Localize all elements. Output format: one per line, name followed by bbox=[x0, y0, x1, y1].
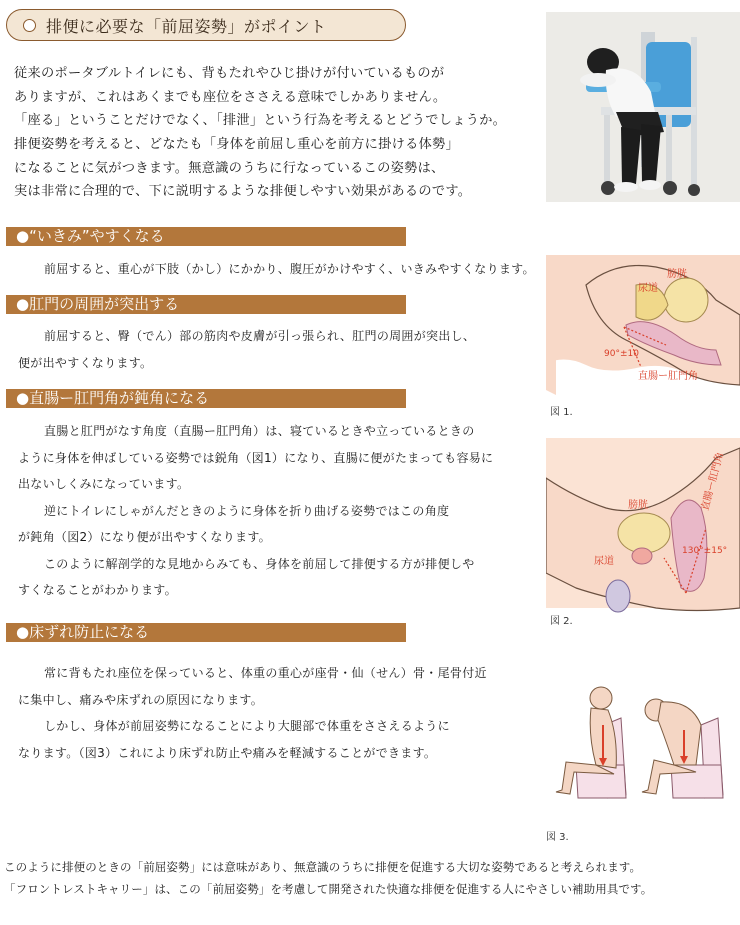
footer-line: このように排便のときの「前屈姿勢」には意味があり、無意識のうちに排便を促進する大切な姿勢であると考えられます。 bbox=[4, 860, 642, 874]
fig1-angle-label: 90°±10 bbox=[604, 349, 639, 359]
intro-line: 実は非常に合理的で、下に説明するような排便しやすい効果があるのです。 bbox=[14, 184, 472, 200]
figure-1 bbox=[546, 255, 740, 422]
section-title-pill bbox=[6, 9, 406, 41]
figure-caption: 図 3. bbox=[546, 832, 569, 843]
section-line: が鈍角（図2）になり便が出やすくなります。 bbox=[18, 530, 271, 544]
section-line: なります。（図3）これにより床ずれ防止や痛みを軽減することができます。 bbox=[18, 745, 437, 760]
section-heading: ●“いきみ”やすくなる bbox=[6, 227, 406, 246]
fig2-rectum-label: 直腸ー肛門角 bbox=[699, 451, 727, 512]
figure-3 bbox=[546, 680, 740, 843]
section-body bbox=[44, 256, 535, 283]
intro-line: になることに気がつきます。無意識のうちに行なっているこの姿勢は、 bbox=[14, 160, 445, 176]
fig1-urethra-label: 尿道 bbox=[638, 283, 658, 294]
intro-line: 「座る」ということだけでなく、「排泄」という行為を考えるとどうでしょうか。 bbox=[14, 113, 507, 129]
fig2-angle-label: 130°±15° bbox=[682, 546, 728, 556]
fig2-urethra-label: 尿道 bbox=[594, 556, 614, 567]
footer-text bbox=[4, 856, 652, 900]
fig1-rectum-label: 直腸ー肛門角 bbox=[638, 371, 698, 382]
intro-paragraph bbox=[14, 62, 506, 204]
fig2-bladder-label: 膀胱 bbox=[628, 500, 648, 511]
product-photo bbox=[546, 12, 740, 202]
section-heading: ●肛門の周囲が突出する bbox=[6, 295, 406, 314]
page-title: 排便に必要な「前屈姿勢」がポイント bbox=[46, 16, 327, 36]
section-line: 直腸と肛門がなす角度（直腸ー肛門角）は、寝ているときや立っているときの bbox=[44, 424, 475, 438]
section-body bbox=[18, 323, 475, 376]
section-body bbox=[18, 418, 493, 604]
section-line: 出ないしくみになっています。 bbox=[18, 477, 190, 491]
intro-line: 排便姿勢を考えると、どなたも「身体を前屈し重心を前方に掛ける体勢」 bbox=[14, 137, 460, 153]
section-line: に集中し、痛みや床ずれの原因になります。 bbox=[18, 692, 264, 707]
fig1-bladder-label: 膀胱 bbox=[667, 269, 687, 280]
section-body bbox=[18, 660, 487, 766]
bullet-circle-icon bbox=[23, 19, 36, 32]
section-line: 前屈すると、重心が下肢（かし）にかかり、腹圧がかけやすく、いきみやすくなります。 bbox=[44, 262, 535, 276]
intro-line: ありますが、これはあくまでも座位をささえる意味でしかありません。 bbox=[14, 89, 447, 105]
figure-2 bbox=[546, 438, 740, 627]
section-line: 便が出やすくなります。 bbox=[18, 355, 153, 370]
section-line: すくなることがわかります。 bbox=[18, 583, 177, 597]
section-line: 逆にトイレにしゃがんだときのように身体を折り曲げる姿勢ではこの角度 bbox=[44, 503, 450, 518]
figure-caption: 図 2. bbox=[550, 616, 573, 627]
figure-caption: 図 1. bbox=[550, 407, 573, 418]
section-line: 常に背もたれ座位を保っていると、体重の重心が座骨・仙（せん）骨・尾骨付近 bbox=[44, 666, 487, 680]
section-line: このように解剖学的な見地からみても、身体を前屈して排便する方が排便しや bbox=[44, 556, 475, 571]
section-line: 前屈すると、臀（でん）部の筋肉や皮膚が引っ張られ、肛門の周囲が突出し、 bbox=[44, 329, 476, 343]
section-heading: ●床ずれ防止になる bbox=[6, 623, 406, 642]
footer-line: 「フロントレストキャリー」は、この「前屈姿勢」を考慮して開発された快適な排便を促進する人にやさしい補助用具です。 bbox=[4, 882, 653, 896]
intro-line: 従来のポータブルトイレにも、背もたれやひじ掛けが付いているものが bbox=[14, 66, 445, 81]
section-line: ように身体を伸ばしている姿勢では鋭角（図1）になり、直腸に便がたまっても容易に bbox=[18, 450, 494, 465]
section-heading: ●直腸ー肛門角が鈍角になる bbox=[6, 389, 406, 408]
section-line: しかし、身体が前屈姿勢になることにより大腿部で体重をささえるように bbox=[44, 719, 450, 733]
